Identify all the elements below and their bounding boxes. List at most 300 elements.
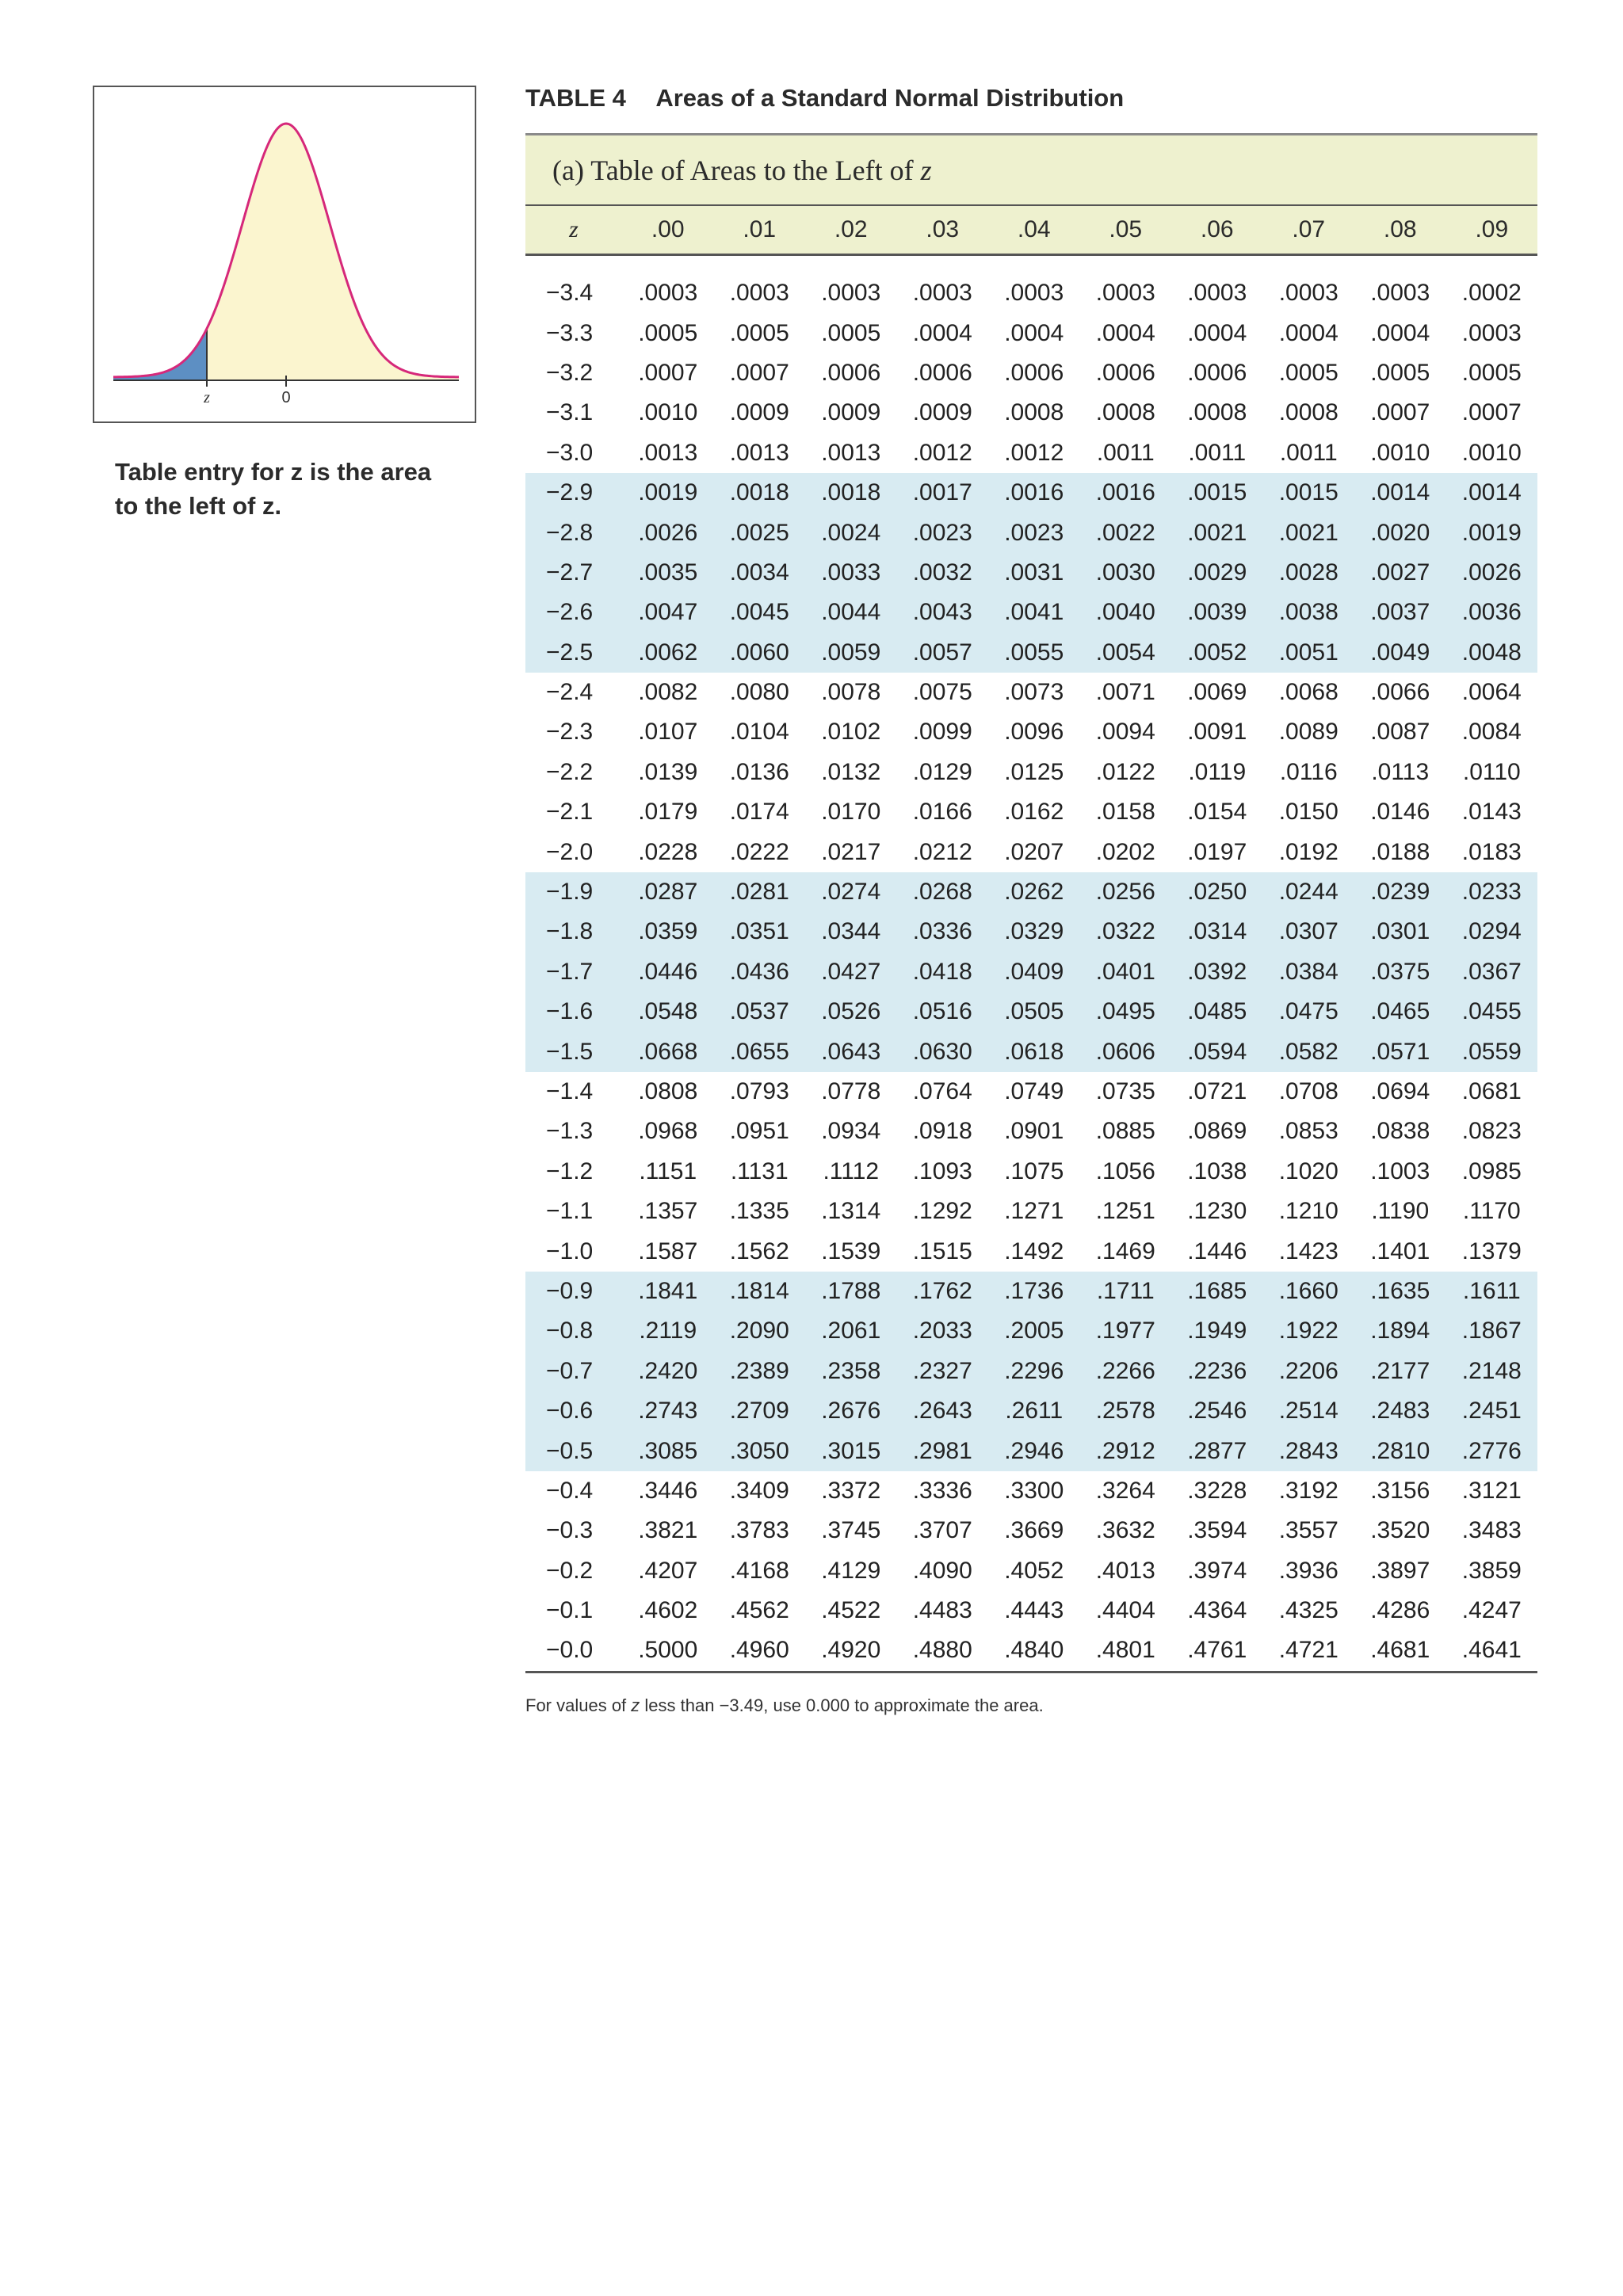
area-cell: .0003 (821, 280, 881, 307)
area-cell: .0516 (897, 992, 989, 1032)
area-cell: .2005 (988, 1311, 1080, 1351)
table-row (525, 1431, 1537, 1470)
area-cell: .0004 (1095, 319, 1155, 346)
area-cell: .0655 (714, 1032, 806, 1071)
table-row (525, 433, 1537, 473)
area-cell: .0003 (1461, 319, 1522, 346)
area-cell: .0202 (1095, 838, 1155, 865)
area-cell: .1711 (1080, 1272, 1172, 1311)
area-cell: .3632 (1095, 1517, 1155, 1544)
area-cell: .4090 (912, 1557, 972, 1584)
z-value-cell: −3.3 (546, 319, 594, 346)
area-cell: .4761 (1171, 1630, 1263, 1672)
area-cell: .0018 (805, 473, 897, 513)
area-cell: .0094 (1095, 719, 1155, 746)
area-cell: .0068 (1278, 679, 1338, 706)
area-cell: .1357 (638, 1198, 698, 1225)
area-cell: .0023 (897, 513, 989, 552)
area-cell: .0009 (729, 399, 789, 426)
z-value-cell: −2.0 (546, 838, 594, 865)
area-cell: .0179 (638, 799, 698, 826)
area-cell: .0059 (805, 633, 897, 673)
area-cell: .0099 (912, 719, 972, 746)
area-cell: .0571 (1354, 1032, 1446, 1071)
area-cell: .3897 (1370, 1557, 1430, 1584)
area-cell: .0026 (1446, 553, 1538, 593)
axis-label-z: z (204, 389, 210, 406)
area-cell: .3050 (714, 1431, 806, 1470)
area-cell: .0217 (821, 838, 881, 865)
area-cell: .0018 (714, 473, 806, 513)
area-cell: .0307 (1263, 912, 1355, 952)
area-cell: .1867 (1446, 1311, 1538, 1351)
area-cell: .0901 (1004, 1118, 1064, 1145)
table-row (525, 1311, 1537, 1351)
area-cell: .1685 (1171, 1272, 1263, 1311)
area-cell: .2483 (1354, 1391, 1446, 1431)
table-row (525, 1032, 1537, 1071)
z-value-cell: −1.8 (525, 912, 622, 952)
z-value-cell: −1.2 (546, 1158, 594, 1184)
area-cell: .1314 (821, 1198, 881, 1225)
area-cell: .0044 (805, 593, 897, 632)
area-cell: .0017 (897, 473, 989, 513)
z-value-cell: −0.9 (525, 1272, 622, 1311)
curve-fill-area (113, 124, 459, 380)
area-cell: .3594 (1187, 1517, 1247, 1544)
area-cell: .0197 (1187, 838, 1247, 865)
area-cell: .3821 (638, 1517, 698, 1544)
area-cell: .0016 (1080, 473, 1172, 513)
column-header: .01 (714, 205, 806, 255)
area-cell: .0021 (1171, 513, 1263, 552)
area-cell: .3085 (622, 1431, 714, 1470)
area-cell: .2358 (805, 1352, 897, 1391)
area-cell: .0049 (1354, 633, 1446, 673)
area-cell: .0102 (821, 719, 881, 746)
area-cell: .1151 (639, 1158, 697, 1184)
area-cell: .0446 (622, 952, 714, 992)
z-value-cell: −1.7 (525, 952, 622, 992)
table-row (525, 1231, 1537, 1271)
area-cell: .3745 (821, 1517, 881, 1544)
area-cell: .2709 (714, 1391, 806, 1431)
table-row (525, 753, 1537, 792)
area-cell: .1587 (638, 1238, 698, 1264)
area-cell: .2578 (1080, 1391, 1172, 1431)
area-cell: .3228 (1187, 1477, 1247, 1504)
area-cell: .2148 (1446, 1352, 1538, 1391)
area-cell: .0010 (638, 399, 698, 426)
area-cell: .0594 (1171, 1032, 1263, 1071)
area-cell: .1335 (729, 1198, 789, 1225)
z-column-header: z (525, 205, 622, 255)
area-cell: .0222 (729, 838, 789, 865)
area-cell: .0465 (1354, 992, 1446, 1032)
column-header: .07 (1263, 205, 1355, 255)
area-cell: .0060 (714, 633, 806, 673)
footnote-variable: z (631, 1695, 640, 1715)
area-cell: .0048 (1446, 633, 1538, 673)
area-cell: .2776 (1446, 1431, 1538, 1470)
area-cell: .0336 (897, 912, 989, 952)
area-cell: .0012 (1004, 439, 1064, 466)
area-cell: .0505 (988, 992, 1080, 1032)
area-cell: .0035 (622, 553, 714, 593)
area-cell: .1038 (1187, 1158, 1247, 1184)
area-cell: .2981 (897, 1431, 989, 1470)
area-cell: .2206 (1263, 1352, 1355, 1391)
area-cell: .0174 (729, 799, 789, 826)
figure-caption (115, 455, 479, 523)
area-cell: .0125 (1004, 758, 1064, 785)
caption-line-1: Table entry for z is the area (115, 458, 432, 486)
area-cell: .0314 (1171, 912, 1263, 952)
area-cell: .0011 (1188, 439, 1247, 466)
table-row (525, 673, 1537, 712)
area-cell: .0119 (1188, 758, 1247, 785)
area-cell: .4522 (821, 1597, 881, 1624)
subtitle-text: (a) Table of Areas to the Left of (552, 154, 914, 186)
area-cell: .0005 (638, 319, 698, 346)
area-cell: .0054 (1080, 633, 1172, 673)
area-cell: .2177 (1354, 1352, 1446, 1391)
area-cell: .1736 (988, 1272, 1080, 1311)
area-cell: .0003 (1370, 280, 1430, 307)
z-value-cell: −2.9 (525, 473, 622, 513)
area-cell: .0694 (1370, 1078, 1430, 1104)
z-value-cell: −2.2 (546, 758, 594, 785)
area-cell: .0618 (988, 1032, 1080, 1071)
table-row (525, 1391, 1537, 1431)
area-cell: .1003 (1370, 1158, 1430, 1184)
area-cell: .2451 (1446, 1391, 1538, 1431)
area-cell: .0681 (1461, 1078, 1522, 1104)
area-cell: .0026 (622, 513, 714, 552)
table-row (525, 393, 1537, 433)
area-cell: .1131 (730, 1158, 789, 1184)
area-cell: .0582 (1263, 1032, 1355, 1071)
area-cell: .0027 (1354, 553, 1446, 593)
area-cell: .0004 (1278, 319, 1338, 346)
area-cell: .0006 (1004, 359, 1064, 386)
area-cell: .0136 (729, 758, 789, 785)
area-cell: .0089 (1278, 719, 1338, 746)
area-cell: .0096 (1004, 719, 1064, 746)
area-cell: .2090 (714, 1311, 806, 1351)
area-cell: .0003 (729, 280, 789, 307)
z-value-cell: −3.4 (546, 280, 594, 307)
area-cell: .0004 (1187, 319, 1247, 346)
area-cell: .0329 (988, 912, 1080, 952)
z-value-cell: −1.6 (525, 992, 622, 1032)
area-cell: .1401 (1370, 1238, 1430, 1264)
area-cell: .0009 (821, 399, 881, 426)
area-cell: .3121 (1461, 1477, 1522, 1504)
area-cell: .3936 (1278, 1557, 1338, 1584)
area-cell: .0749 (1004, 1078, 1064, 1104)
area-cell: .3669 (1004, 1517, 1064, 1544)
z-value-cell: −0.0 (525, 1630, 622, 1672)
table-row (525, 1352, 1537, 1391)
area-cell: .0010 (1370, 439, 1430, 466)
area-cell: .4602 (638, 1597, 698, 1624)
table-title (525, 84, 1124, 113)
area-cell: .0721 (1187, 1078, 1247, 1104)
area-cell: .0129 (912, 758, 972, 785)
area-cell: .1469 (1095, 1238, 1155, 1264)
area-cell: .0367 (1446, 952, 1538, 992)
area-cell: .0166 (912, 799, 972, 826)
area-cell: .0256 (1080, 872, 1172, 912)
area-cell: .0062 (622, 633, 714, 673)
table-row (525, 553, 1537, 593)
area-cell: .0287 (622, 872, 714, 912)
column-header: .09 (1446, 205, 1538, 255)
table-number: TABLE 4 (525, 84, 626, 112)
area-cell: .2389 (714, 1352, 806, 1391)
area-cell: .0559 (1446, 1032, 1538, 1071)
area-cell: .0228 (638, 838, 698, 865)
z-value-cell: −0.5 (525, 1431, 622, 1470)
area-cell: .1056 (1095, 1158, 1155, 1184)
area-cell: .0075 (912, 679, 972, 706)
area-cell: .0322 (1080, 912, 1172, 952)
area-cell: .0005 (729, 319, 789, 346)
area-cell: .0764 (912, 1078, 972, 1104)
table-row (525, 1152, 1537, 1192)
area-cell: .0934 (821, 1118, 881, 1145)
z-value-cell: −1.9 (525, 872, 622, 912)
area-cell: .0239 (1354, 872, 1446, 912)
area-cell: .0052 (1171, 633, 1263, 673)
area-cell: .0212 (912, 838, 972, 865)
area-cell: .0028 (1263, 553, 1355, 593)
area-cell: .2296 (988, 1352, 1080, 1391)
footnote-part-1: For values of (525, 1695, 627, 1715)
area-cell: .0436 (714, 952, 806, 992)
area-cell: .0418 (897, 952, 989, 992)
column-header: .00 (622, 205, 714, 255)
area-cell: .1922 (1263, 1311, 1355, 1351)
area-cell: .0008 (1278, 399, 1338, 426)
area-cell: .2810 (1354, 1431, 1446, 1470)
area-cell: .0007 (638, 359, 698, 386)
area-cell: .2236 (1171, 1352, 1263, 1391)
z-value-cell: −0.6 (525, 1391, 622, 1431)
area-cell: .1492 (1004, 1238, 1064, 1264)
z-value-cell: −0.3 (546, 1517, 594, 1544)
area-cell: .4443 (1004, 1597, 1064, 1624)
area-cell: .0080 (729, 679, 789, 706)
area-cell: .0409 (988, 952, 1080, 992)
area-cell: .0708 (1278, 1078, 1338, 1104)
normal-curve-svg (94, 87, 475, 421)
area-cell: .3015 (805, 1431, 897, 1470)
area-cell: .0041 (988, 593, 1080, 632)
caption-line-2: to the left of z. (115, 492, 282, 520)
area-cell: .3409 (729, 1477, 789, 1504)
area-cell: .3192 (1278, 1477, 1338, 1504)
table-row (525, 1072, 1537, 1112)
table-row (525, 712, 1537, 752)
area-cell: .3707 (912, 1517, 972, 1544)
area-cell: .0024 (805, 513, 897, 552)
z-value-cell: −1.3 (546, 1118, 594, 1145)
z-value-cell: −2.4 (546, 679, 594, 706)
area-cell: .0003 (1095, 280, 1155, 307)
area-cell: .0427 (805, 952, 897, 992)
area-cell: .4920 (805, 1630, 897, 1672)
area-cell: .0113 (1371, 758, 1430, 785)
area-cell: .0495 (1080, 992, 1172, 1032)
area-cell: .4404 (1095, 1597, 1155, 1624)
table-row (525, 912, 1537, 952)
table-row (525, 992, 1537, 1032)
area-cell: .0038 (1263, 593, 1355, 632)
area-cell: .0003 (912, 280, 972, 307)
z-value-cell: −3.0 (546, 439, 594, 466)
area-cell: .0034 (714, 553, 806, 593)
area-cell: .0643 (805, 1032, 897, 1071)
area-cell: .0036 (1446, 593, 1538, 632)
area-cell: .2743 (622, 1391, 714, 1431)
area-cell: .0011 (1096, 439, 1155, 466)
area-cell: .0071 (1095, 679, 1155, 706)
area-cell: .0005 (821, 319, 881, 346)
z-value-cell: −2.7 (525, 553, 622, 593)
area-cell: .0158 (1095, 799, 1155, 826)
area-cell: .0853 (1278, 1118, 1338, 1145)
area-cell: .1515 (912, 1238, 972, 1264)
area-cell: .0057 (897, 633, 989, 673)
area-cell: .0107 (638, 719, 698, 746)
area-cell: .0032 (897, 553, 989, 593)
area-cell: .0019 (1446, 513, 1538, 552)
area-cell: .0004 (912, 319, 972, 346)
area-cell: .0012 (912, 439, 972, 466)
area-cell: .1762 (897, 1272, 989, 1311)
column-header: .05 (1080, 205, 1172, 255)
area-cell: .2912 (1080, 1431, 1172, 1470)
area-cell: .2643 (897, 1391, 989, 1431)
area-cell: .2877 (1171, 1431, 1263, 1470)
area-cell: .0002 (1461, 280, 1522, 307)
area-cell: .1423 (1278, 1238, 1338, 1264)
table-title-text: Areas of a Standard Normal Distribution (655, 84, 1125, 112)
area-cell: .4483 (912, 1597, 972, 1624)
area-cell: .0808 (638, 1078, 698, 1104)
area-cell: .0015 (1171, 473, 1263, 513)
area-cell: .0485 (1171, 992, 1263, 1032)
area-cell: .0150 (1278, 799, 1338, 826)
area-cell: .4960 (714, 1630, 806, 1672)
area-cell: .0005 (1461, 359, 1522, 386)
area-cell: .4562 (729, 1597, 789, 1624)
area-cell: .0014 (1354, 473, 1446, 513)
area-cell: .2546 (1171, 1391, 1263, 1431)
area-cell: .3859 (1461, 1557, 1522, 1584)
area-cell: .0401 (1080, 952, 1172, 992)
area-cell: .0022 (1080, 513, 1172, 552)
area-cell: .2514 (1263, 1391, 1355, 1431)
area-cell: .0010 (1461, 439, 1522, 466)
area-cell: .2266 (1080, 1352, 1172, 1391)
area-cell: .0030 (1080, 553, 1172, 593)
area-cell: .0122 (1095, 758, 1155, 785)
axis-label-zero: 0 (281, 389, 291, 406)
area-cell: .4840 (988, 1630, 1080, 1672)
column-header: .04 (988, 205, 1080, 255)
area-cell: .0069 (1187, 679, 1247, 706)
area-cell: .0162 (1004, 799, 1064, 826)
area-cell: .0262 (988, 872, 1080, 912)
area-cell: .0009 (912, 399, 972, 426)
area-cell: .0132 (821, 758, 881, 785)
area-cell: .0006 (1187, 359, 1247, 386)
area-cell: .1271 (1004, 1198, 1064, 1225)
area-cell: .0869 (1187, 1118, 1247, 1145)
area-cell: .3520 (1370, 1517, 1430, 1544)
area-cell: .0154 (1187, 799, 1247, 826)
area-cell: .0344 (805, 912, 897, 952)
area-cell: .0250 (1171, 872, 1263, 912)
area-cell: .0735 (1095, 1078, 1155, 1104)
area-cell: .0005 (1370, 359, 1430, 386)
area-cell: .0084 (1461, 719, 1522, 746)
area-cell: .0025 (714, 513, 806, 552)
area-cell: .0985 (1461, 1158, 1522, 1184)
area-cell: .1660 (1263, 1272, 1355, 1311)
area-cell: .0078 (821, 679, 881, 706)
area-cell: .0951 (729, 1118, 789, 1145)
area-cell: .4207 (638, 1557, 698, 1584)
area-cell: .0918 (912, 1118, 972, 1145)
area-cell: .3372 (821, 1477, 881, 1504)
z-value-cell: −1.5 (525, 1032, 622, 1071)
column-header: .02 (805, 205, 897, 255)
area-cell: .1190 (1371, 1198, 1430, 1225)
area-cell: .0011 (1279, 439, 1338, 466)
area-cell: .4013 (1095, 1557, 1155, 1584)
area-cell: .0006 (821, 359, 881, 386)
area-cell: .1112 (823, 1158, 880, 1184)
area-cell: .2676 (805, 1391, 897, 1431)
table-row (525, 792, 1537, 832)
area-cell: .4247 (1461, 1597, 1522, 1624)
z-value-cell: −0.8 (525, 1311, 622, 1351)
z-value-cell: −2.3 (546, 719, 594, 746)
area-cell: .0301 (1354, 912, 1446, 952)
subtitle-variable: z (920, 154, 932, 186)
area-cell: .0037 (1354, 593, 1446, 632)
area-cell: .0268 (897, 872, 989, 912)
area-cell: .0146 (1370, 799, 1430, 826)
area-cell: .0013 (638, 439, 698, 466)
area-cell: .1292 (912, 1198, 972, 1225)
area-cell: .0188 (1370, 838, 1430, 865)
area-cell: .0045 (714, 593, 806, 632)
z-value-cell: −2.8 (525, 513, 622, 552)
table-row (525, 513, 1537, 552)
area-cell: .1210 (1278, 1198, 1338, 1225)
z-value-cell: −1.4 (546, 1078, 594, 1104)
area-cell: .0630 (897, 1032, 989, 1071)
area-cell: .1539 (821, 1238, 881, 1264)
area-cell: .4364 (1187, 1597, 1247, 1624)
area-cell: .0040 (1080, 593, 1172, 632)
area-cell: .1170 (1462, 1198, 1521, 1225)
